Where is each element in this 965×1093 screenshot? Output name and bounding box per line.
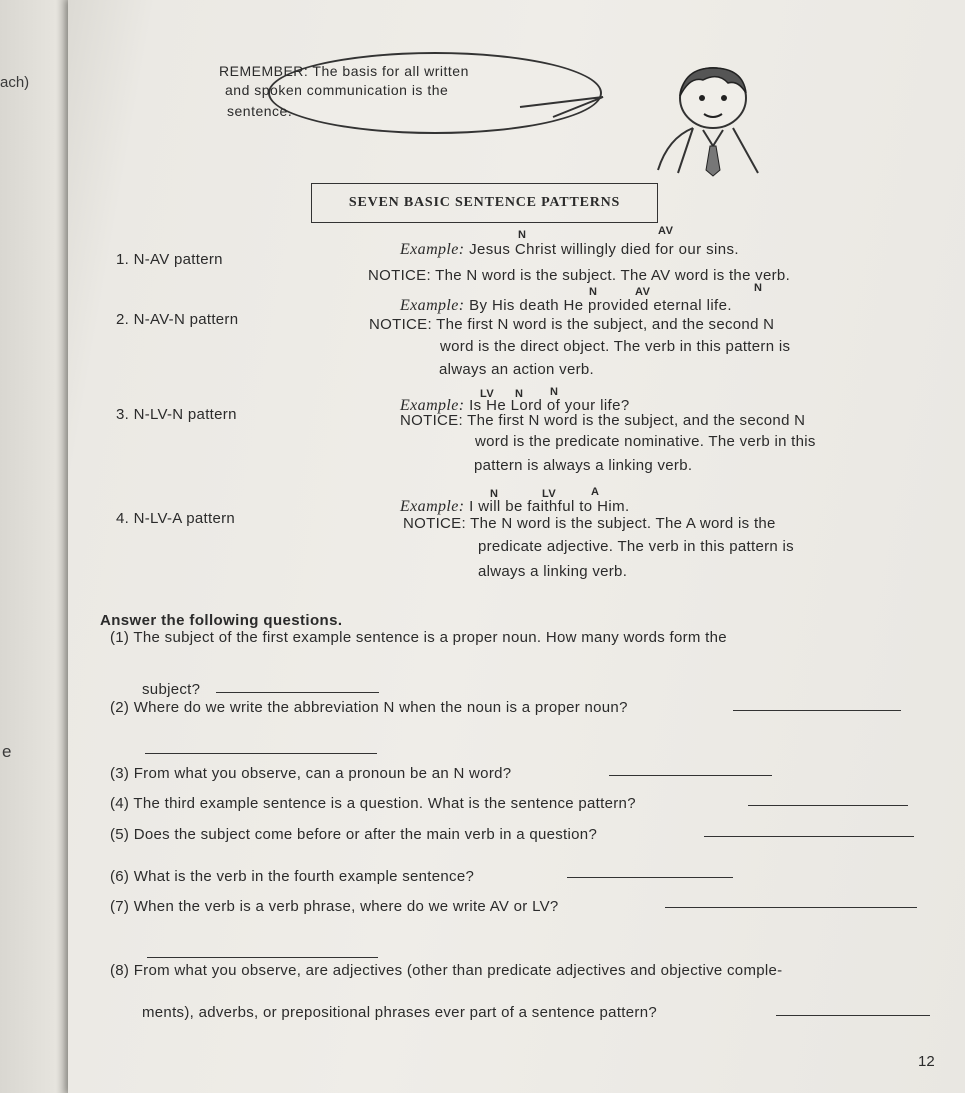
previous-page-edge bbox=[0, 0, 70, 1093]
pattern-3-notice-3: pattern is always a linking verb. bbox=[474, 457, 693, 474]
example-sentence: I will be faithful to Him. bbox=[469, 498, 630, 515]
example-label: Example: bbox=[400, 297, 465, 314]
question-3: (3) From what you observe, can a pronoun be an N word? bbox=[110, 765, 512, 782]
pattern-1-label: 1. N-AV pattern bbox=[116, 251, 223, 268]
answer-line-7b[interactable] bbox=[147, 957, 378, 958]
example-sentence: By His death He provided eternal life. bbox=[469, 297, 732, 314]
answer-line-8[interactable] bbox=[776, 1015, 930, 1016]
pattern-4-mark-a: A bbox=[591, 486, 600, 498]
pattern-4-label: 4. N-LV-A pattern bbox=[116, 510, 236, 527]
pattern-4-notice-1: NOTICE: The N word is the subject. The A word is the bbox=[403, 515, 776, 532]
question-4: (4) The third example sentence is a question. What is the sentence pattern? bbox=[110, 795, 636, 812]
example-label: Example: bbox=[400, 397, 465, 414]
question-5: (5) Does the subject come before or after the main verb in a question? bbox=[110, 826, 598, 843]
answer-line-7[interactable] bbox=[665, 907, 917, 908]
pattern-3-label: 3. N-LV-N pattern bbox=[116, 406, 237, 423]
question-6: (6) What is the verb in the fourth example sentence? bbox=[110, 868, 475, 885]
question-1-line-1: (1) The subject of the first example sentence is a proper noun. How many words form the bbox=[110, 629, 727, 646]
pattern-2-mark-n: N bbox=[589, 286, 598, 298]
example-label: Example: bbox=[400, 498, 465, 515]
example-sentence: Is He Lord of your life? bbox=[469, 397, 630, 414]
pattern-2-example bbox=[400, 297, 732, 315]
worksheet-page bbox=[68, 0, 965, 1093]
pattern-4-mark-n: N bbox=[490, 488, 499, 500]
pattern-3-mark-lv: LV bbox=[480, 388, 495, 400]
pattern-4-notice-2: predicate adjective. The verb in this pattern is bbox=[478, 538, 794, 555]
pattern-2-mark-n2: N bbox=[754, 282, 763, 294]
answer-line-4[interactable] bbox=[748, 805, 908, 806]
answer-line-2b[interactable] bbox=[145, 753, 377, 754]
patterns-title: SEVEN BASIC SENTENCE PATTERNS bbox=[311, 183, 658, 223]
answer-line-6[interactable] bbox=[567, 877, 733, 878]
cartoon-boy-illustration bbox=[648, 58, 773, 178]
pattern-2-notice-3: always an action verb. bbox=[439, 361, 595, 378]
left-page-fragment: e bbox=[2, 742, 12, 761]
example-sentence: Jesus Christ willingly died for our sins. bbox=[469, 241, 739, 258]
questions-heading: Answer the following questions. bbox=[100, 612, 343, 629]
answer-line-5[interactable] bbox=[704, 836, 914, 837]
answer-line-1[interactable] bbox=[216, 692, 379, 693]
pattern-4-example bbox=[400, 498, 630, 516]
pattern-3-mark-n2: N bbox=[550, 386, 559, 398]
pattern-4-notice-3: always a linking verb. bbox=[478, 563, 628, 580]
pattern-2-label: 2. N-AV-N pattern bbox=[116, 311, 239, 328]
remember-line-2: and spoken communication is the bbox=[225, 82, 449, 98]
remember-line-3: sentence. bbox=[227, 103, 293, 119]
pattern-3-notice-1: NOTICE: The first N word is the subject, and the second N bbox=[400, 412, 806, 429]
question-8-line-2: ments), adverbs, or prepositional phrases ever part of a sentence pattern? bbox=[142, 1004, 657, 1021]
answer-line-3[interactable] bbox=[609, 775, 772, 776]
pattern-2-notice-2: word is the direct object. The verb in this pattern is bbox=[440, 338, 791, 355]
question-1-line-2: subject? bbox=[142, 681, 201, 698]
answer-line-2[interactable] bbox=[733, 710, 901, 711]
pattern-1-mark-n: N bbox=[518, 229, 527, 241]
example-label: Example: bbox=[400, 241, 465, 258]
pattern-3-notice-2: word is the predicate nominative. The verb in this bbox=[475, 433, 816, 450]
question-2: (2) Where do we write the abbreviation N when the noun is a proper noun? bbox=[110, 699, 628, 716]
pattern-4-mark-lv: LV bbox=[542, 488, 557, 500]
speech-bubble-tail bbox=[518, 95, 608, 140]
pattern-1-example bbox=[400, 241, 739, 259]
pattern-1-mark-av: AV bbox=[658, 225, 674, 237]
pattern-2-mark-av: AV bbox=[635, 286, 651, 298]
page-number: 12 bbox=[918, 1053, 935, 1070]
question-7: (7) When the verb is a verb phrase, where do we write AV or LV? bbox=[110, 898, 559, 915]
remember-line-1: REMEMBER: The basis for all written bbox=[219, 63, 469, 79]
pattern-2-notice-1: NOTICE: The first N word is the subject, and the second N bbox=[369, 316, 775, 333]
pattern-1-notice-1: NOTICE: The N word is the subject. The AV word is the verb. bbox=[368, 267, 791, 284]
question-8-line-1: (8) From what you observe, are adjectives (other than predicate adjectives and objective comple- bbox=[110, 962, 783, 979]
left-page-fragment: ach) bbox=[0, 74, 30, 91]
pattern-3-mark-n: N bbox=[515, 388, 524, 400]
